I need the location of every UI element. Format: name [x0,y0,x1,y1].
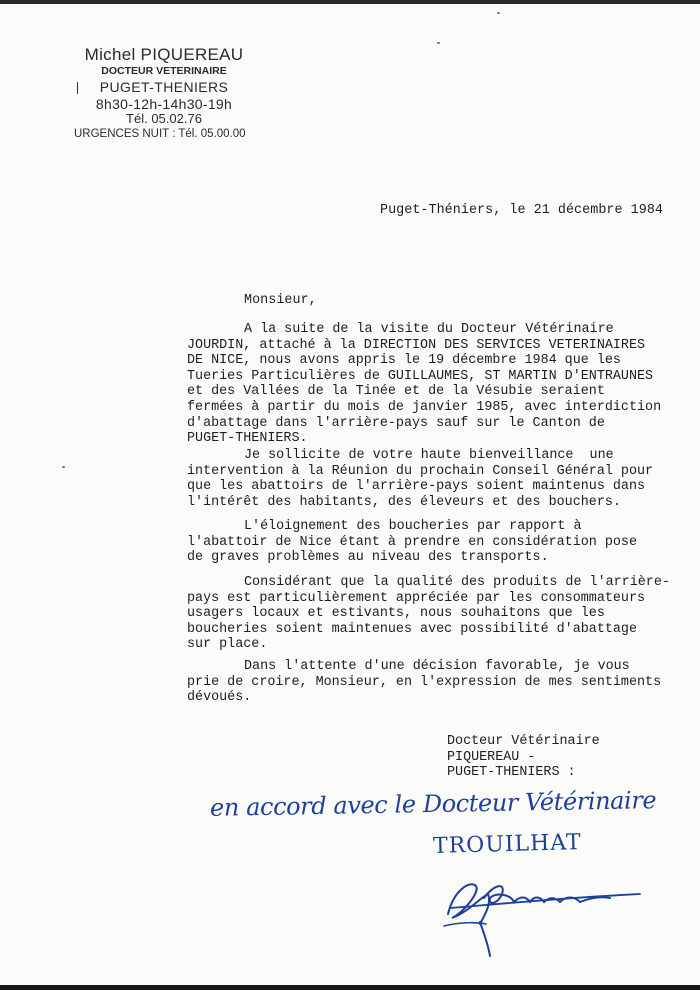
handwritten-name: TROUILHAT [432,830,582,859]
text-line: DE NICE, nous avons appris le 19 décembre 1984 que les [187,353,621,369]
text-line: boucheries soient maintenues avec possibilité d'abattage [187,621,637,637]
emergency-phone: URGENCES NUIT : Tél. 05.00.00 [74,127,246,140]
signature-title: Docteur Vétérinaire [447,734,600,749]
text-line: que les abattoirs de l'arrière-pays soient maintenus dans [187,479,646,495]
paragraph-visit [187,322,687,447]
sender-town: PUGET-THENIERS [99,78,229,95]
text-line: d'abattage dans l'arrière-pays sauf sur le Canton de [187,415,605,431]
text-line: L'éloignement des boucheries par rapport à [244,519,582,534]
text-line: Dans l'attente d'une décision favorable, je vous [244,659,630,674]
text-line: Tueries Particulières de GUILLAUMES, ST MARTIN D'ENTRAUNES [187,368,654,384]
sender-name: Michel PIQUEREAU [84,45,244,64]
scan-speck [437,42,440,44]
typed-signature-block [447,734,600,781]
letterhead-stamp [74,46,254,140]
paragraph-request [187,448,687,510]
handwritten-note: en accord avec le Docteur Vétérinaire [209,786,657,822]
scan-edge-bottom [0,985,700,990]
paragraph-closing [187,659,687,706]
text-line: Considérant que la qualité des produits de l'arrière- [244,575,670,590]
text-line: PUGET-THENIERS. [187,431,308,447]
handwritten-signature [440,868,645,958]
text-line: Je sollicite de votre haute bienveillance une [244,448,614,463]
signature-town: PUGET-THENIERS : [447,765,576,781]
paragraph-distance [187,519,687,566]
paragraph-quality [187,575,687,653]
text-line: fermées à partir du mois de janvier 1985, avec interdiction [187,399,662,415]
text-line: JOURDIN, attaché à la DIRECTION DES SERVICES VETERINAIRES [187,337,646,353]
text-line: A la suite de la visite du Docteur Vétérinaire [244,322,614,337]
text-line: de graves problèmes au niveau des transports. [187,550,549,566]
office-hours: 8h30-12h-14h30-19h [95,95,233,112]
sender-title: DOCTEUR VETERINAIRE [101,64,227,77]
text-line: l'intérêt des habitants, des éleveurs et des bouchers. [187,494,621,510]
text-line: pays est particulièrement appréciée par les consommateurs [187,590,646,606]
text-line: dévoués. [187,690,252,706]
text-line: usagers locaux et estivants, nous souhaitons que les [187,606,605,622]
date-line: Puget-Théniers, le 21 décembre 1984 [380,203,663,218]
scan-speck [62,466,65,468]
text-line: intervention à la Réunion du prochain Conseil Général pour [187,463,654,479]
text-line: l'abattoir de Nice étant à prendre en considération pose [187,534,637,550]
text-line: sur place. [187,637,268,653]
signature-name: PIQUEREAU - [447,749,536,765]
scan-speck [497,12,500,14]
salutation: Monsieur, [244,293,317,308]
text-line: prie de croire, Monsieur, en l'expression de mes sentiments [187,674,662,690]
sender-phone: Tél. 05.02.76 [126,111,202,127]
text-line: et des Vallées de la Tinée et de la Vésubie seraient [187,384,605,400]
scan-edge-top [0,0,700,4]
